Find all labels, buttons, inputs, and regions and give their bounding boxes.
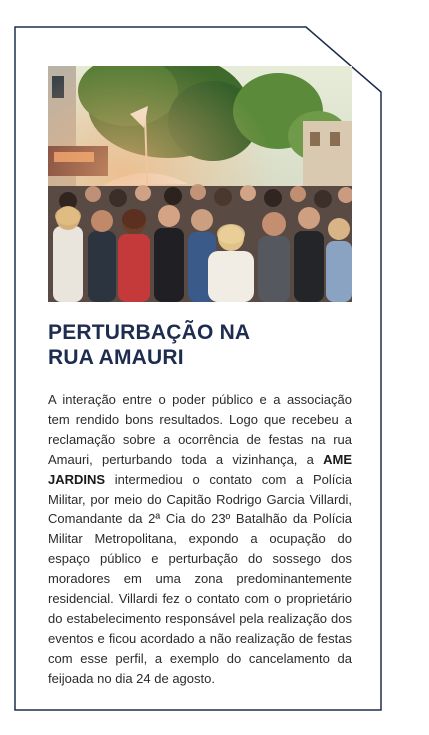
- article-body-rest: intermediou o contato com a Polícia Militar, por meio do Capitão Rodrigo Garcia Villardi, Comandante da 2ª Cia do 23º Batalhão da Polícia Militar Metropolitana, expondo a ocupação do espaço público e perturbação do sossego dos moradores em uma zona predominantemente residencial. Villardi fez o contato com o proprietário do estabelecimento responsável pela realização dos eventos e ficou acordado a não realização de festas com esse perfil, a exemplo do cancelamento da feijoada no dia 24 de agosto.: [48, 471, 352, 686]
- crowd-street-party-photo: [48, 66, 352, 302]
- article-title-line-2: RUA AMAURI: [48, 346, 184, 369]
- article-body-intro: A interação entre o poder público e a associação tem rendido bons resultados. Logo que recebeu a reclamação sobre a ocorrência de festas na rua Amauri, perturbando toda a vizinhança, a: [48, 392, 352, 467]
- article-title: [48, 320, 368, 370]
- article-body: [48, 390, 352, 689]
- article-title-line-1: PERTURBAÇÃO NA: [48, 321, 251, 344]
- association-name: AME JARDINS: [48, 451, 352, 487]
